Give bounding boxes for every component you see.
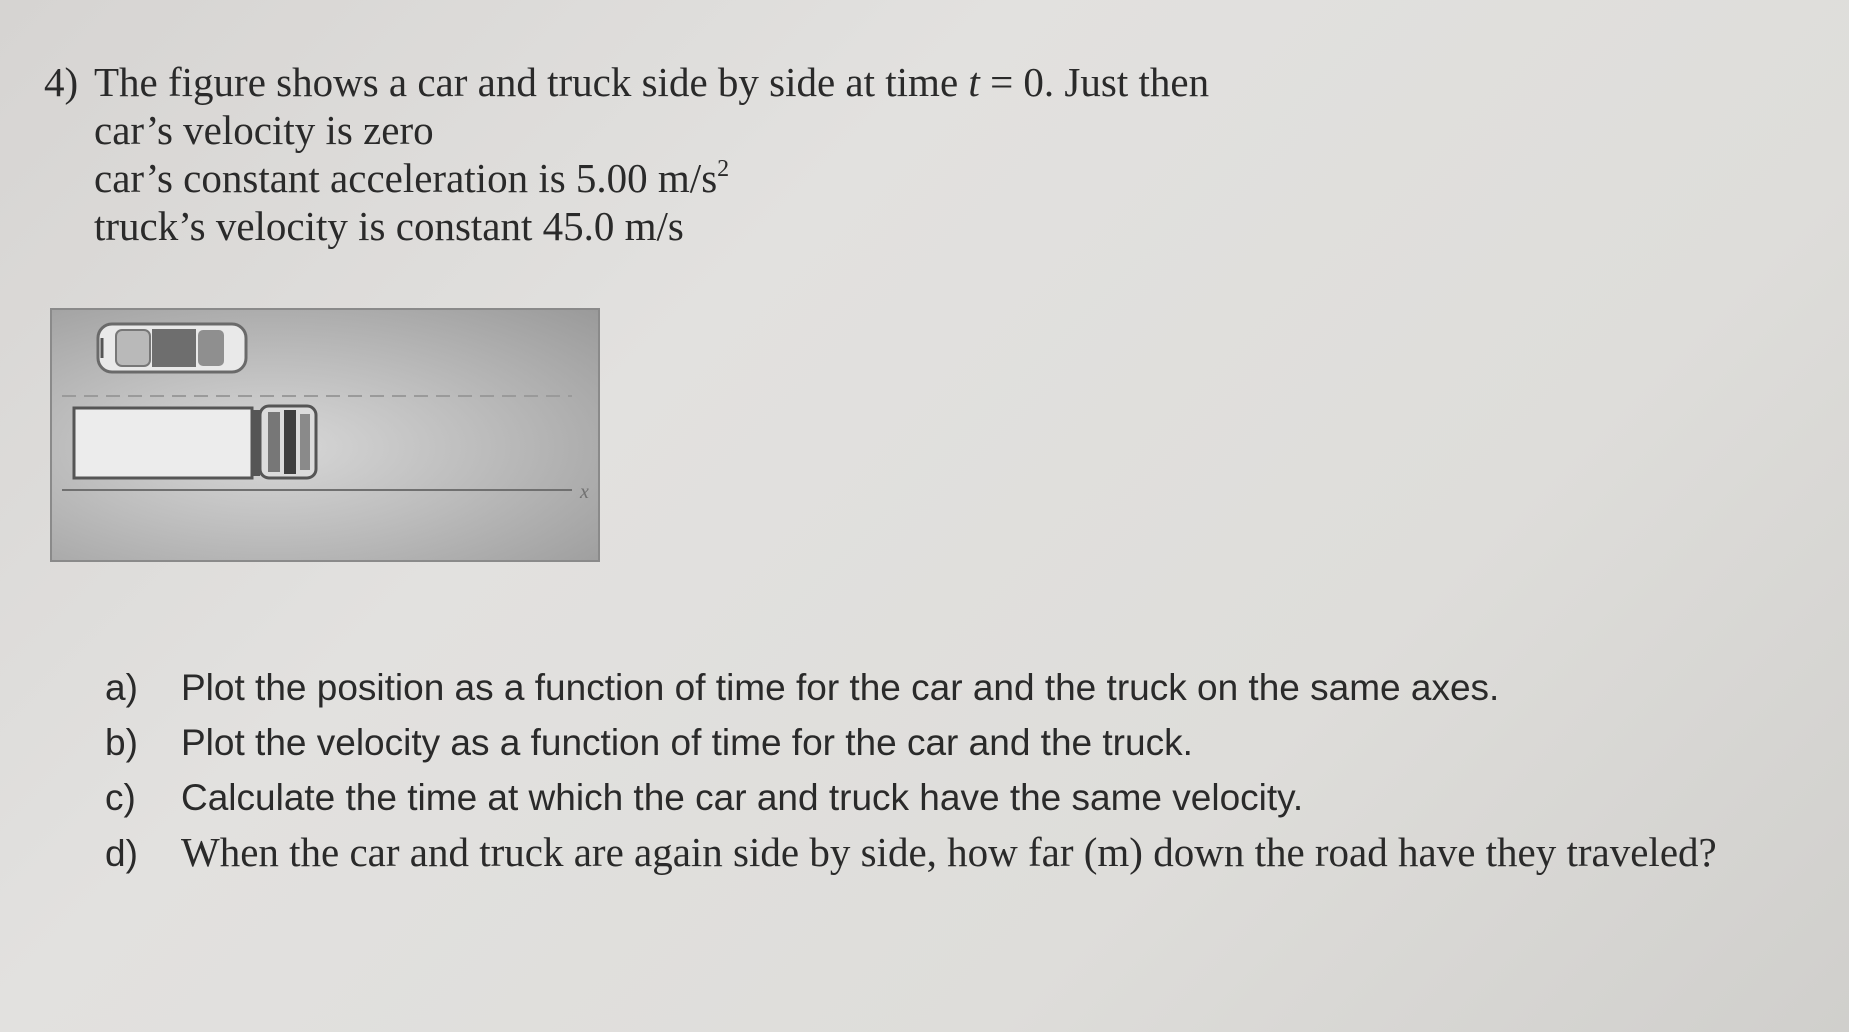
part-text: Calculate the time at which the car and truck have the same velocity. (181, 777, 1304, 818)
part-letter: d) (105, 833, 138, 874)
car-icon (98, 324, 246, 372)
time-variable: t (968, 59, 980, 105)
part-letter: b) (105, 722, 138, 763)
car-truck-figure (50, 308, 600, 562)
car-acceleration-text: car’s constant acceleration is 5.00 m/s (94, 155, 718, 201)
truck-icon (74, 406, 316, 478)
car-acceleration-line (44, 154, 1209, 202)
car-velocity-line: car’s velocity is zero (94, 107, 434, 153)
question-text (44, 58, 1209, 250)
part-text: When the car and truck are again side by side, how far (m) down the road have they traveled? (181, 829, 1717, 875)
part-letter: c) (105, 777, 136, 818)
squared-superscript: 2 (717, 156, 730, 182)
x-axis-label: x (580, 481, 589, 503)
question-number: 4) (44, 59, 79, 105)
truck-velocity-line: truck’s velocity is constant 45.0 m/s (94, 203, 684, 249)
list-item (105, 660, 1717, 715)
list-item (105, 770, 1717, 825)
question-intro-end: = 0. Just then (979, 59, 1210, 105)
part-text: Plot the position as a function of time for the car and the truck on the same axes. (181, 667, 1500, 708)
list-item (105, 825, 1717, 881)
part-letter: a) (105, 667, 138, 708)
question-parts (105, 660, 1717, 881)
road-diagram (52, 310, 600, 562)
list-item (105, 715, 1717, 770)
part-text: Plot the velocity as a function of time for the car and the truck. (181, 722, 1193, 763)
question-line-1 (44, 58, 1209, 106)
question-intro: The figure shows a car and truck side by side at time (94, 59, 969, 105)
